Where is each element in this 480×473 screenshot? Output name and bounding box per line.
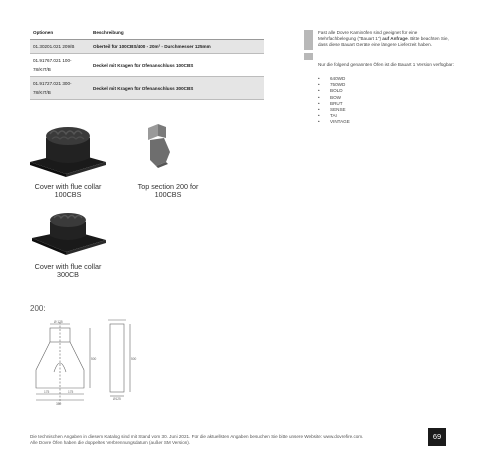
product-caption: Top section 200 for — [137, 181, 199, 191]
option-description: Deckel mit Kragen für Ofenanschluss 300CBS — [90, 77, 264, 100]
label-pipe-width: Ø125 — [113, 397, 121, 401]
list-item: • BOW — [318, 95, 350, 101]
list-item: • TAI — [318, 113, 350, 119]
option-code: 01.91767.021 100-78/KIT/B — [30, 54, 90, 77]
options-table — [30, 26, 264, 100]
table-row — [30, 40, 264, 54]
label-base-right: 175 — [68, 390, 74, 394]
product-caption: 300CB — [57, 270, 79, 279]
footer-line: Die technischen Angaben in diesem Katalog sind mit Stand vom 30. Juni 2021. Für die aktuellsten Angaben besuchen Sie bitte unsere Website: www.dovrefire.com. — [30, 434, 364, 439]
footer-note — [30, 434, 410, 446]
product-caption: 100CBS — [154, 190, 182, 199]
option-description: Oberteil für 100CBS/400 - 20m² - Durchmesser 125mm — [90, 40, 264, 54]
label-pipe-height: 500 — [131, 357, 137, 361]
dimension-drawing — [24, 318, 164, 410]
notice-paragraph-2: Nur die folgend genannten Öfen ist die Bauart 1 Version verfügbar: — [318, 62, 454, 67]
product-image — [26, 122, 110, 180]
list-item: • BRUT — [318, 101, 350, 107]
label-base-left: 175 — [44, 390, 50, 394]
label-top-width: Ø 125 — [54, 320, 63, 324]
product-top-section-200 — [128, 122, 208, 200]
list-item: • BOLD — [318, 88, 350, 94]
product-image — [26, 204, 110, 260]
page-number: 69 — [428, 428, 446, 446]
label-base-total: 380 — [56, 402, 62, 406]
product-caption: 100CBS — [54, 190, 82, 199]
product-image — [128, 122, 208, 180]
list-item: • SENSE — [318, 107, 350, 113]
notice-paragraph-1: Fast alle Dovre Kaminöfen sind geeignet für eine Mehrfachbelegung ("Bauart 1") auf Anfrage. Bitte beachten Sie, dass diese Bauart Geräte eine längere Lieferzeit haben. — [318, 30, 449, 48]
label-height: 500 — [91, 357, 97, 361]
table-row — [30, 54, 264, 77]
table-header-description: Beschreibung — [90, 26, 264, 40]
list-item: • VINTAGE — [318, 119, 350, 125]
product-caption: Cover with flue collar — [34, 261, 102, 271]
option-description: Deckel mit Kragen für Ofenanschluss 100CBS — [90, 54, 264, 77]
product-cover-100cbs — [26, 122, 110, 200]
option-code: 01.91727.021 300-78/KIT/B — [30, 77, 90, 100]
footer-line: Alle Dovre Öfen haben die doppeltes Verbrennungsdatum (außer SM Version). — [30, 440, 191, 445]
product-caption: Cover with flue collar — [34, 181, 102, 191]
table-row — [30, 77, 264, 100]
dimension-heading: 200: — [30, 304, 46, 313]
list-item: • 750WD — [318, 82, 350, 88]
product-cover-300cb — [26, 204, 110, 280]
model-list — [318, 76, 350, 126]
exclamation-icon — [304, 30, 313, 60]
table-header-options: Optionen — [30, 26, 90, 40]
option-code: 01.30201.021 209/B — [30, 40, 90, 54]
list-item: • 640WD — [318, 76, 350, 82]
